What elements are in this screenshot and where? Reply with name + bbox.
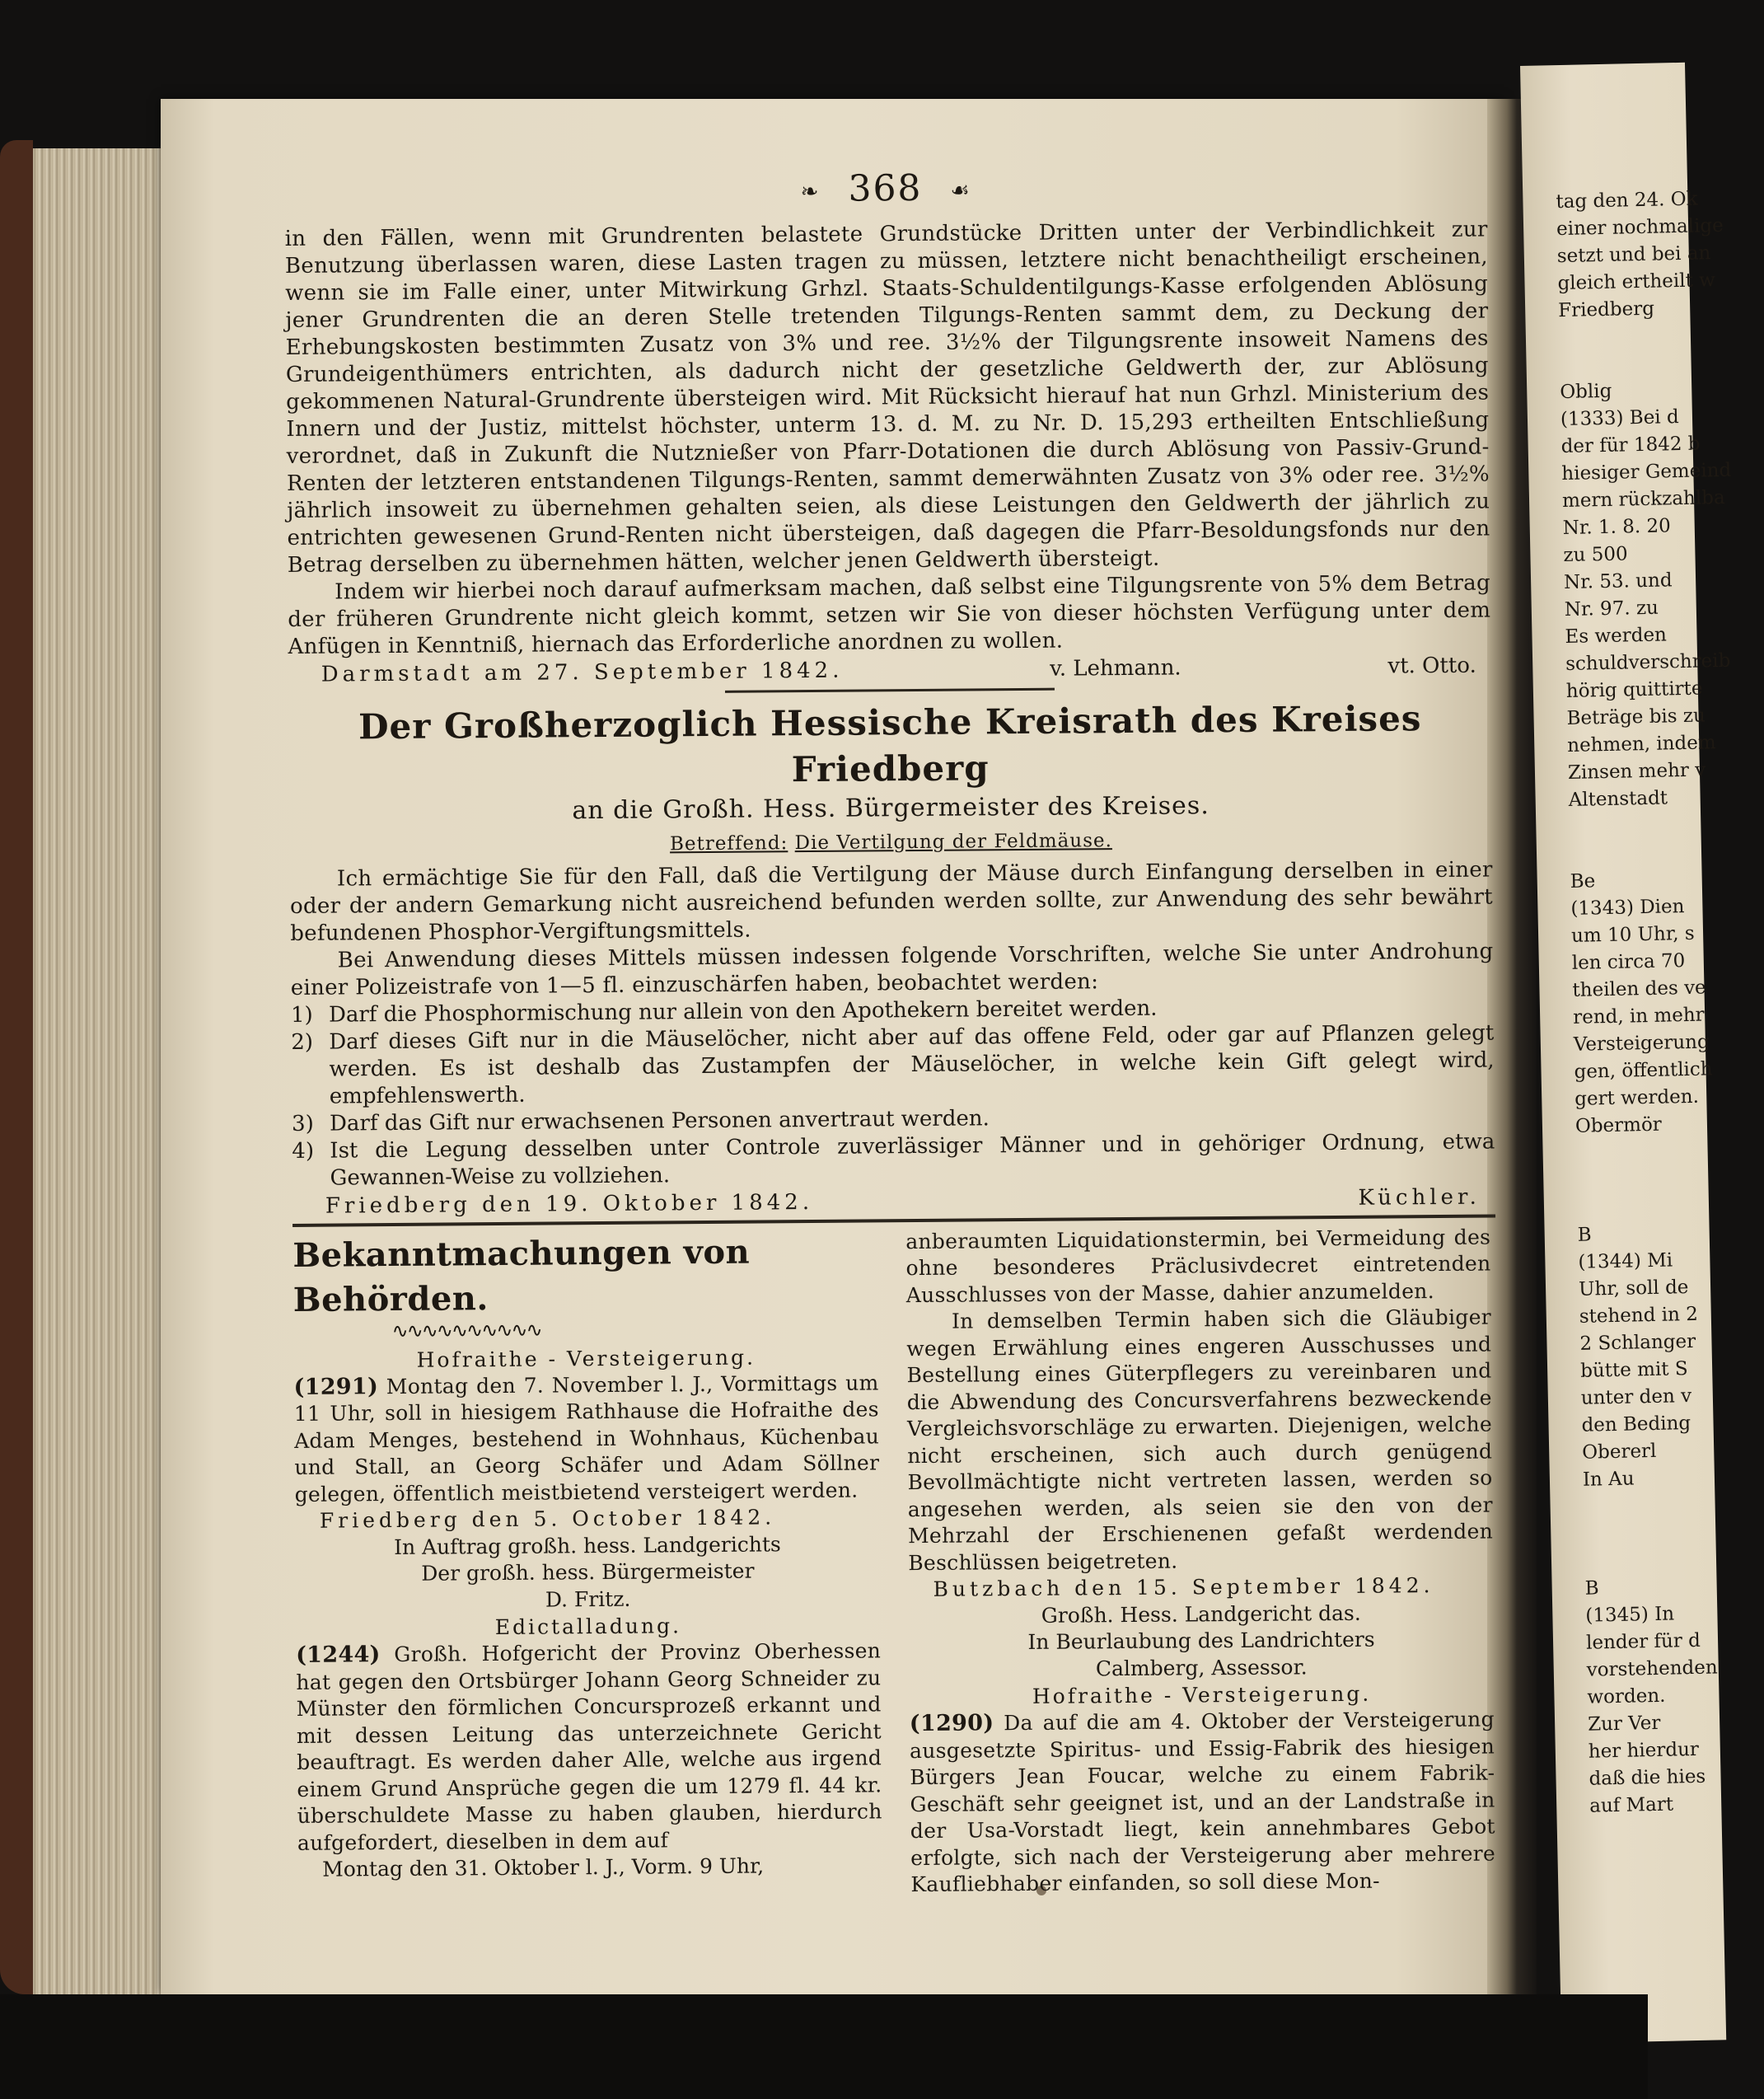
right-page-line: Es werden <box>1565 624 1668 649</box>
right-page-line: Be <box>1570 870 1596 893</box>
decree-paragraph-2: Bei Anwendung dieses Mittels müssen indessen folgende Vorschriften, welche Sie unter Androhung einer Polizeistrafe von 1—5 fl. einzuschärfen haben, beobachtet werden: <box>290 939 1494 1000</box>
right-page-line: vorstehenden <box>1586 1656 1718 1681</box>
rule-text: Darf dieses Gift nur in die Mäuselöcher, nicht aber auf das offene Feld, oder gar auf Pflanzen gelegt werden. Es ist deshalb das Zustampfen der Mäuselöcher, in welche kein Gift gelegt wird, empfehlenswerth. <box>329 1020 1495 1109</box>
section-title: Bekanntmachungen von Behörden. <box>292 1232 751 1319</box>
decree-paragraph-1: Ich ermächtige Sie für den Fall, daß die Vertilgung der Mäuse durch Einfangung derselben in einer oder der andern Gemarkung nicht ausreichend befunden werden sollte, zur Anwendung des sehr bewährt befundenen Phosphor-Vergiftungsmittels. <box>289 857 1494 946</box>
notice-text-1244: Großh. Hofgericht der Provinz Oberhessen hat gegen den Ortsbürger Johann Georg Schneider zu Münster den förmlichen Concursprozeß erkannt und mit dessen Leitung das unterzeichnete Gericht beauftragt. Es werden daher Alle, welche aus irgend einem Grund Ansprüche gegen die um 1279 fl. 44 kr. überschuldete Masse zu haben glauben, hierdurch aufgefordert, dieselben in dem auf <box>296 1638 882 1855</box>
decree-signature: Küchler. <box>1358 1184 1481 1211</box>
right-page-gap <box>1559 321 1716 352</box>
right-page-line: Versteigerung <box>1573 1031 1710 1056</box>
right-page-line: unter den v <box>1580 1384 1692 1409</box>
decree-subject <box>289 823 1492 860</box>
decree-rules <box>291 992 1495 1192</box>
right-page-line: In Au <box>1582 1468 1635 1491</box>
rule-text: Ist die Legung desselben unter Controle zuverlässiger Männer und in gehöriger Ordnung, etwa Gewannen-Weise zu vollziehen. <box>330 1128 1495 1191</box>
right-page-line: (1333) Bei d <box>1560 406 1679 431</box>
notice-ref-1244: (1244) <box>296 1642 381 1668</box>
right-page-gap <box>1577 1192 1734 1222</box>
rule-number: 4) <box>292 1138 315 1164</box>
notice-1244-continued: anberaumten Liquidationstermin, bei Vermeidung des ohne besonderes Präclusivdecret eintretenden Ausschlusses von der Masse, dahier anzumelden. <box>905 1225 1491 1307</box>
right-page-line: her hierdur <box>1588 1738 1700 1763</box>
notice-sign-1244-c: Calmberg, Assessor. <box>1095 1654 1308 1680</box>
notice-sign-1244-b: In Beurlaubung des Landrichters <box>1027 1627 1375 1654</box>
book-cover <box>0 140 33 1994</box>
right-page-gap <box>1559 349 1716 379</box>
right-page-line: setzt und bei an <box>1556 242 1711 268</box>
right-page-gap <box>1569 811 1726 841</box>
notice-1244 <box>296 1638 882 1857</box>
right-column <box>905 1224 1495 1899</box>
right-page-line: Zur Ver <box>1587 1712 1661 1736</box>
decree-place-date: Friedberg den 19. Oktober 1842. <box>325 1189 814 1219</box>
announcement-columns <box>292 1224 1500 1903</box>
ornament-left-icon: ❧ <box>800 179 821 204</box>
right-page-line: theilen des ve <box>1572 977 1706 1001</box>
right-page-text <box>1556 185 1746 1820</box>
notice-1244-terms: In demselben Termin haben sich die Gläubiger wegen Erwählung eines engeren Ausschusses und Bestellung eines Güterpflegers zu vereinbaren und die Abwendung des Concursverfahrens bezweckende Vergleichsvorschläge zu erwarten. Diejenigen, welche nicht erscheinen, sich auch durch genügend Bevollmächtigte nicht vertreten lassen, werden so angesehen werden, als seien sie den von der Mehrzahl der Erschienenen gefaßt werdenden Beschlüssen beigetreten. <box>906 1305 1494 1575</box>
right-page-gap <box>1575 1137 1733 1168</box>
rule-number: 2) <box>291 1029 314 1055</box>
right-page-line: Altenstadt <box>1568 787 1668 811</box>
rule-item <box>291 1019 1495 1110</box>
notice-sign-1291-a: In Auftrag großh. hess. Landgerichts <box>394 1531 781 1559</box>
notice-text-1290: Da auf die am 4. Oktober der Versteigerung ausgesetzte Spiritus- und Essig-Fabrik des hiesigen Bürgers Jean Foucar, welche zu einem Fabrik-Geschäft sehr geeignet ist, und an der Landstraße in der Usa-Vorstadt liegt, kein annehmbares Gebot erfolgte, sich nach der Versteigerung aber mehrere Kaufliebhaber einfanden, so soll diese Mon- <box>909 1707 1496 1897</box>
page-content <box>284 160 1500 1904</box>
rule-item <box>292 1128 1495 1192</box>
rule-text: Darf die Phosphormischung nur allein von den Apothekern bereitet werden. <box>328 996 1158 1028</box>
right-page-line: (1344) Mi <box>1578 1249 1673 1273</box>
right-page-line: der für 1842 b <box>1560 433 1701 458</box>
right-page-line: hörig quittirte <box>1565 677 1703 702</box>
notice-1290 <box>910 1707 1496 1899</box>
right-page-line: rend, in mehr <box>1572 1004 1705 1028</box>
right-page-line: Oblig <box>1560 380 1612 404</box>
page-number: 368 <box>848 166 923 210</box>
betreff-text: Die Vertilgung der Feldmäuse. <box>794 829 1112 854</box>
intro-signature: v. Lehmann. <box>1050 654 1181 682</box>
right-page-line: tag den 24. Ok <box>1556 188 1698 213</box>
right-page-line: (1343) Dien <box>1570 896 1685 920</box>
notice-heading-1244: Edictalladung. <box>494 1614 682 1640</box>
right-page-line: gleich ertheilt w <box>1557 269 1716 295</box>
right-page-line: mern rückzahlba <box>1561 486 1725 513</box>
notice-place-1291: Friedberg den 5. October 1842. <box>319 1505 776 1533</box>
notice-date-line-1244: Montag den 31. Oktober l. J., Vorm. 9 Uhr, <box>322 1853 765 1881</box>
right-page-line: len circa 70 <box>1571 950 1686 974</box>
right-page-line: Beträge bis zu <box>1566 705 1706 729</box>
right-page-line: Uhr, soll de <box>1578 1277 1689 1300</box>
right-page-line: Nr. 97. zu <box>1564 597 1659 621</box>
right-page-line: B <box>1577 1224 1592 1246</box>
squiggle-ornament: ∿∿∿∿∿∿∿∿∿∿ <box>391 1318 541 1342</box>
right-page-gap <box>1584 1518 1741 1548</box>
decree-title: Der Großherzoglich Hessische Kreisrath des Kreises Friedberg <box>358 697 1422 789</box>
right-page-line: gen, öffentlich <box>1574 1058 1713 1083</box>
notice-sign-1291-b: Der großh. hess. Bürgermeister <box>421 1558 755 1586</box>
right-page-line: nehmen, indem <box>1567 732 1716 757</box>
ornament-right-icon: ☙ <box>950 177 971 204</box>
decree-subtitle: an die Großh. Hess. Bürgermeister des Kreises. <box>572 790 1210 825</box>
right-page-line: gert werden. <box>1574 1085 1700 1110</box>
betreff-label: Betreffend: <box>669 832 788 855</box>
right-page-line: B <box>1584 1577 1599 1600</box>
notice-heading-1291: Hofraithe - Versteigerung. <box>416 1345 756 1372</box>
notice-ref-1291: (1291) <box>293 1373 379 1400</box>
right-page-line: Zinsen mehr v <box>1567 759 1706 784</box>
right-page-line: um 10 Uhr, s <box>1570 922 1695 947</box>
right-page-gap <box>1583 1491 1740 1521</box>
right-page-line: lender für d <box>1585 1629 1701 1654</box>
right-page-line: Nr. 53. und <box>1563 569 1673 594</box>
right-page-line: bütte mit S <box>1579 1358 1688 1382</box>
right-page-line: Nr. 1. 8. 20 <box>1562 515 1672 540</box>
page-number-line <box>284 160 1487 221</box>
left-column <box>292 1229 882 1904</box>
intro-place-date: Darmstadt am 27. September 1842. <box>321 658 844 687</box>
right-page-line: den Beding <box>1581 1413 1691 1436</box>
notice-ref-1290: (1290) <box>909 1710 994 1737</box>
right-page-line: (1345) In <box>1585 1603 1675 1627</box>
right-page-line: daß die hies <box>1589 1765 1706 1790</box>
notice-sign-1291-c: D. Fritz. <box>545 1586 631 1612</box>
rule-number: 1) <box>290 1002 313 1028</box>
right-page-gap <box>1584 1545 1742 1576</box>
right-page-line: auf Mart <box>1589 1793 1674 1817</box>
right-page-line: worden. <box>1587 1684 1666 1708</box>
intro-paragraph-2: Indem wir hierbei noch darauf aufmerksam machen, daß selbst eine Tilgungsrente von 5% dem Betrag der früheren Grundrente nicht gleich kommt, setzen wir Sie von dieser höchsten Verfügung unter dem Anfügen in Kenntniß, hiernach das Erforderliche anordnen zu wollen. <box>288 570 1491 659</box>
notice-sign-1244-a: Großh. Hess. Landgericht das. <box>1041 1600 1361 1628</box>
notice-heading-1290: Hofraithe - Versteigerung. <box>1032 1681 1372 1708</box>
notice-place-1244: Butzbach den 15. September 1842. <box>933 1573 1434 1601</box>
right-page-line: Obermör <box>1574 1113 1663 1137</box>
notice-text-1291: Montag den 7. November l. J., Vormittags um 11 Uhr, soll in hiesigem Rathhause die Hofraithe des Adam Menges, bestehend in Wohnhaus, Küchenbau und Stall, an Georg Schäfer und Adam Söllner gelegen, öffentlich meistbietend versteigert werden. <box>293 1370 880 1506</box>
divider-short <box>725 687 1055 692</box>
right-page-line: zu 500 <box>1563 543 1628 567</box>
right-page-fragment <box>1520 63 1732 2044</box>
bottom-shadow <box>0 1994 1648 2099</box>
right-page-line: hiesiger Gemeind <box>1561 459 1732 485</box>
intro-countersign: vt. Otto. <box>1387 653 1476 678</box>
right-page-line: stehend in 2 <box>1579 1303 1699 1328</box>
rule-number: 3) <box>291 1111 314 1136</box>
intro-paragraph-1: in den Fällen, wenn mit Grundrenten belastete Grundstücke Dritten unter der Verbindlichkeit zur Benutzung überlassen waren, diese Lasten tragen zu müssen, letztere nicht benachtheiligt erscheinen, wenn sie im Falle einer, unter Mitwirkung Grhzl. Staats-Schuldentilgungs-Kasse erfolgenden Ablösung jener Grundrenten die an deren Stelle tretenden Tilgungs-Renten sammt dem, zu Deckung der Erhebungskosten bestimmten Zusatz von 3% und ree. 3½% der Tilgungsrente insoweit Namens des Grundeigenthümers entrichten, als dadurch nicht der gesetzliche Geldwerth der, zur Ablösung gekommenen Natural-Grundrente übersteigen wird. Mit Rücksicht hierauf hat nun Grhzl. Ministerium des Innern und der Justiz, mittelst höchster, unterm 13. d. M. zu Nr. D. 15,293 ertheilten Entschließung verordnet, daß in Zukunft die Nutznießer von Pfarr-Dotationen die durch Ablösung von Passiv-Grund-Renten der letzteren entstandenen Tilgungs-Renten, sammt demerwähnten Zusatz von 3% oder ree. 3½% jährlich insoweit zu übernehmen gehalten seien, als diese Leistungen den Geldwerth der jährlich zu entrichten gewesenen Grund-Renten nicht übersteigen, daß dagegen die Pfarr-Besoldungsfonds nur den Betrag derselben zu übernehmen hätten, welcher jenen Geldwerth übersteigt. <box>284 217 1490 578</box>
right-page-line: einer nochmalige <box>1556 214 1724 241</box>
notice-1291 <box>293 1370 879 1508</box>
right-page-gap <box>1570 838 1727 869</box>
right-page-gap <box>1576 1164 1734 1195</box>
right-page-line: Friedberg <box>1557 298 1655 322</box>
right-page-line: schuldverschreib <box>1565 649 1731 675</box>
right-page-line: 2 Schlanger <box>1579 1330 1696 1355</box>
right-page-line: Obererl <box>1581 1440 1657 1464</box>
rule-text: Darf das Gift nur erwachsenen Personen anvertraut werden. <box>329 1105 990 1136</box>
